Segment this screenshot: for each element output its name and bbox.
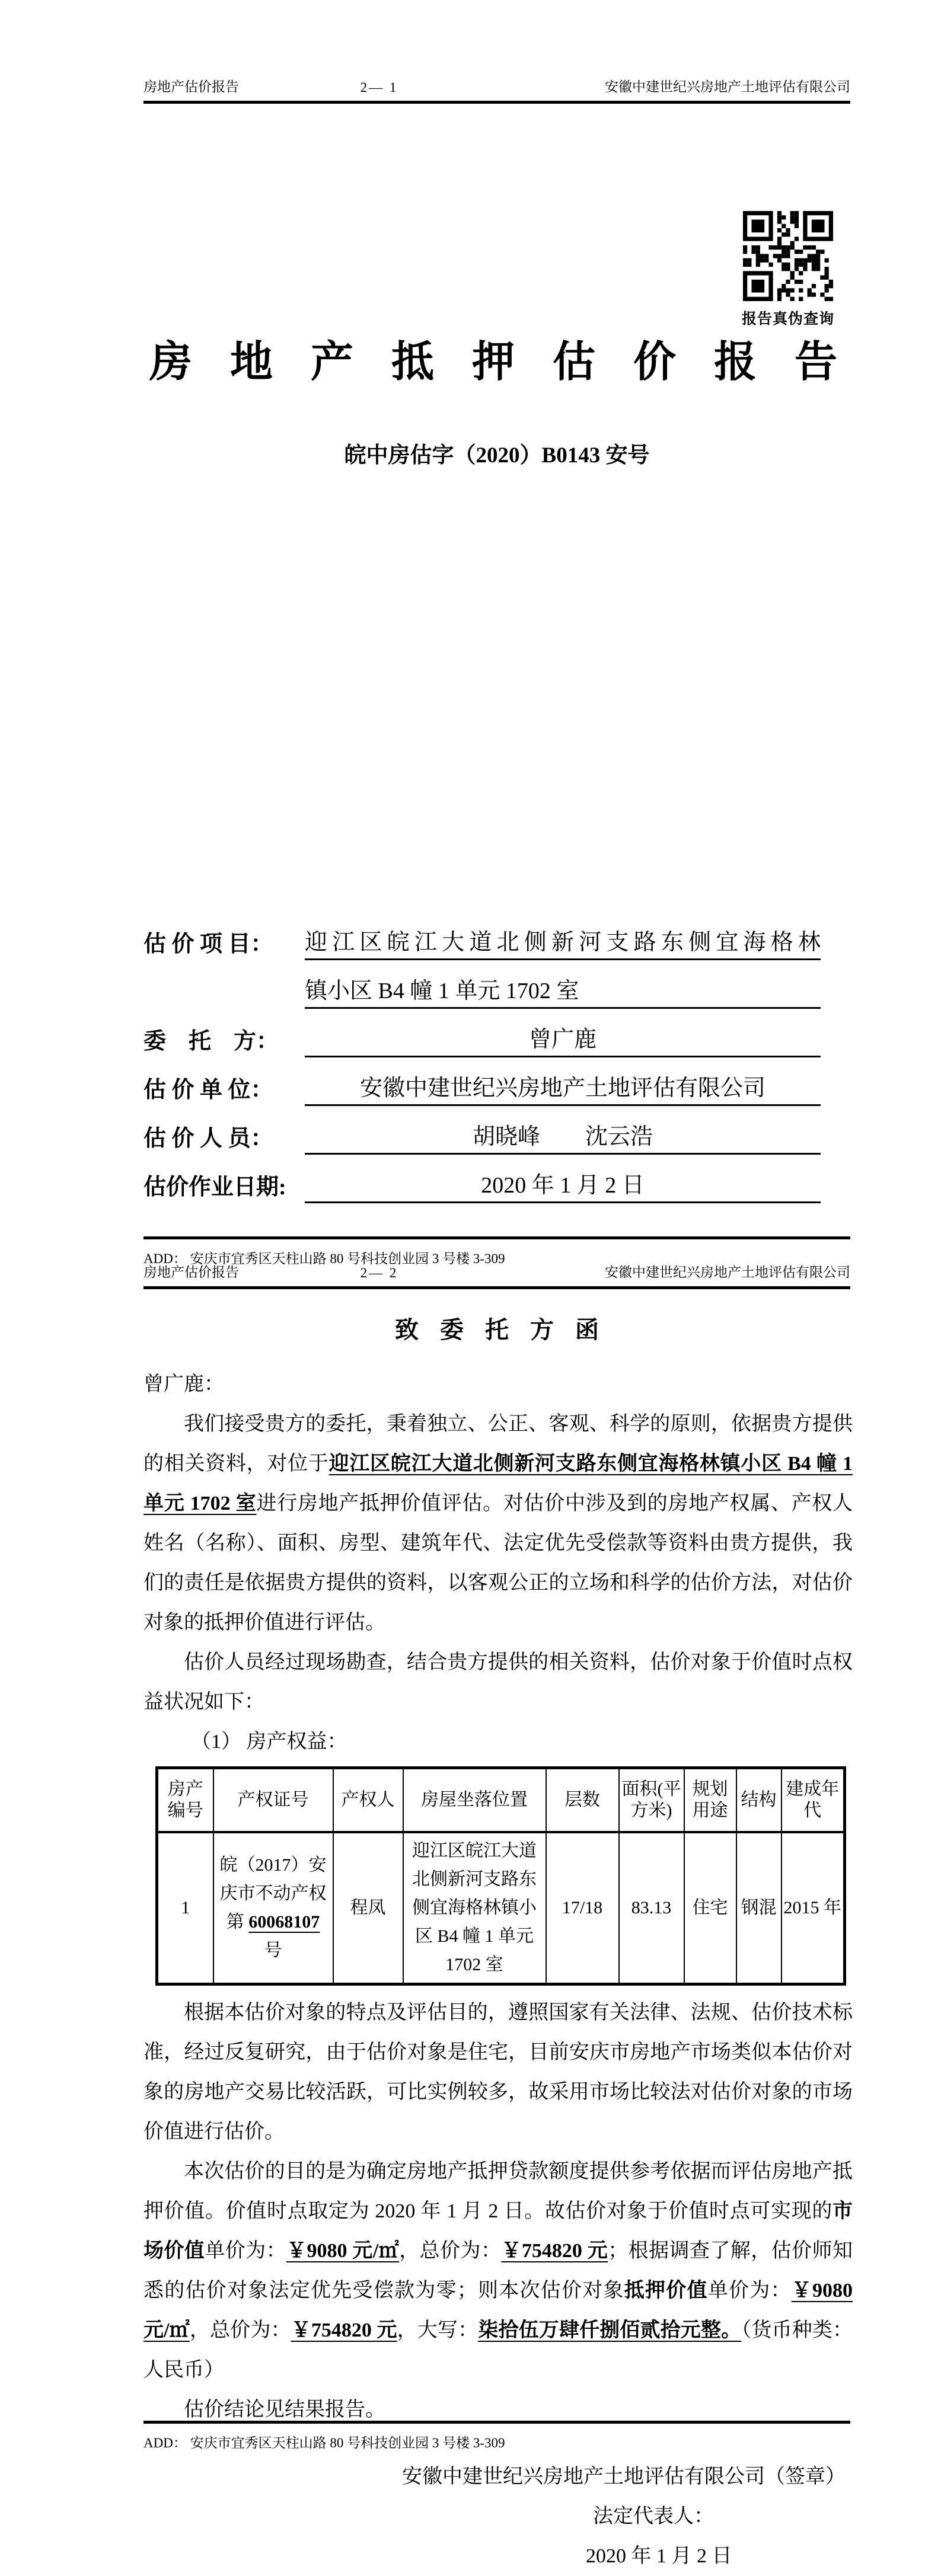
signature-block — [143, 2457, 853, 2576]
cell-location: 迎江区皖江大道北侧新河支路东侧宜海格林镇小区 B4 幢 1 单元 1702 室 — [403, 1832, 546, 1984]
field-project-row2 — [143, 960, 821, 1009]
header-page-number: 2— 1 — [360, 80, 398, 95]
cell-cert-no: 皖（2017）安庆市不动产权第 60068107 号 — [213, 1832, 333, 1984]
col-header-area: 面积(平方米) — [619, 1768, 684, 1832]
paragraph-commission: 我们接受贵方的委托，秉着独立、公正、客观、科学的原则，依据贵方提供的相关资料，对位于迎江区皖江大道北侧新河支路东侧宜海格林镇小区 B4 幢 1 单元 1702 室进行房地产抵押价值评估。对估价中涉及到的房地产权属、产权人姓名（名称）、面积、房型、建筑年代、法定优先受偿款等资料由贵方提供，我们的责任是依据贵方提供的资料，以客观公正的立场和科学的估价方法，对估价对象的抵押价值进行评估。 — [143, 1413, 853, 1634]
field-date-row — [143, 1155, 821, 1203]
cell-year-built: 2015 年 — [781, 1832, 845, 1984]
field-agency-label: 估 价 单 位： — [143, 1078, 273, 1102]
field-valuers-label: 估 价 人 员： — [143, 1126, 273, 1151]
paragraph-survey: 估价人员经过现场勘查，结合贵方提供的相关资料，估价对象于价值时点权益状况如下： — [143, 1651, 853, 1713]
col-header-year-built: 建成年代 — [781, 1768, 845, 1832]
col-header-location: 房屋坐落位置 — [403, 1768, 546, 1832]
field-project-value-line2: 镇小区 B4 幢 1 单元 1702 室 — [305, 972, 821, 1009]
paragraph-conclusion: 估价结论见结果报告。 — [184, 2398, 385, 2421]
cell-owner: 程凤 — [333, 1832, 403, 1984]
field-valuers-value: 胡晓峰 沈云浩 — [305, 1118, 821, 1155]
page1-footer-address: ADD： 安庆市宜秀区天柱山路 80 号科技创业园 3 号楼 3-309 — [143, 1251, 505, 1266]
header-company-name: 安徽中建世纪兴房地产土地评估有限公司 — [605, 1265, 850, 1280]
field-valuers-row — [143, 1106, 821, 1155]
letter-body — [143, 1364, 853, 2576]
signature-date: 2020 年 1 月 2 日 — [586, 2545, 732, 2567]
col-header-owner: 产权人 — [333, 1768, 403, 1832]
field-project-value-line1: 迎江区皖江大道北侧新河支路东侧宜海格林 — [305, 923, 821, 960]
table-header-row — [157, 1768, 845, 1832]
cover-fields — [143, 912, 821, 1203]
field-client-label: 委 托 方： — [143, 1029, 279, 1054]
qr-verification-block — [741, 211, 835, 328]
property-rights-table — [155, 1766, 846, 1986]
col-header-property-no: 房产编号 — [157, 1768, 213, 1832]
page1-running-header — [143, 76, 850, 104]
salutation: 曾广鹿： — [143, 1373, 224, 1395]
report-number: 皖中房估字（2020）B0143 安号 — [344, 443, 650, 468]
cell-floors: 17/18 — [546, 1832, 619, 1984]
field-agency-row — [143, 1057, 821, 1106]
paragraph-valuation-result: 本次估价的目的是为确定房地产抵押贷款额度提供参考依据而评估房地产抵押价值。价值时点取定为 2020 年 1 月 2 日。故估价对象于价值时点可实现的市场价值单价为：￥9080 元/㎡，总价为：￥754820 元；根据调查了解，估价师知悉的估价对象法定优先受偿款为零；则本次估价对象抵押价值单价为：￥9080 元/㎡，总价为：￥754820 元，大写：柒拾伍万肆仟捌佰贰拾元整。（货币种类：人民币） — [143, 2160, 853, 2381]
col-header-planned-use: 规划用途 — [684, 1768, 736, 1832]
field-project-label-spacer — [143, 1006, 305, 1009]
header-doc-type: 房地产估价报告 — [143, 79, 239, 94]
field-date-value: 2020 年 1 月 2 日 — [305, 1166, 821, 1203]
cell-area: 83.13 — [619, 1832, 684, 1984]
page2-footer-address: ADD： 安庆市宜秀区天柱山路 80 号科技创业园 3 号楼 3-309 — [143, 2436, 505, 2450]
letter-title: 致 委 托 方 函 — [395, 1316, 599, 1343]
list-item-property-rights: （1） 房产权益： — [191, 1731, 347, 1753]
field-project-row1 — [143, 912, 821, 960]
table-row — [157, 1832, 845, 1984]
qr-caption: 报告真伪查询 — [741, 311, 834, 327]
page2-footer — [143, 2421, 850, 2452]
col-header-floors: 层数 — [546, 1768, 619, 1832]
cell-structure: 钢混 — [736, 1832, 781, 1984]
paragraph-method: 根据本估价对象的特点及评估目的，遵照国家有关法律、法规、估价技术标准，经过反复研究，由于估价对象是住宅，目前安庆市房地产市场类似本估价对象的房地产交易比较活跃，可比实例较多，故采用市场比较法对估价对象的市场价值进行估价。 — [143, 2001, 853, 2143]
cell-property-no: 1 — [157, 1832, 213, 1984]
qr-code — [741, 211, 835, 304]
field-client-row — [143, 1009, 821, 1057]
signature-legal-representative: 法定代表人： — [593, 2505, 714, 2527]
field-date-label: 估价作业日期: — [143, 1175, 286, 1200]
signature-company: 安徽中建世纪兴房地产土地评估有限公司（签章） — [402, 2465, 846, 2488]
cell-planned-use: 住宅 — [684, 1832, 736, 1984]
col-header-cert-no: 产权证号 — [213, 1768, 333, 1832]
header-page-number: 2— 2 — [360, 1265, 398, 1280]
col-header-structure: 结构 — [736, 1768, 781, 1832]
report-title: 房 地 产 抵 押 估 价 报 告 — [149, 338, 844, 386]
header-company-name: 安徽中建世纪兴房地产土地评估有限公司 — [605, 79, 850, 94]
header-doc-type: 房地产估价报告 — [143, 1265, 239, 1280]
page2-running-header — [143, 1261, 850, 1289]
field-agency-value: 安徽中建世纪兴房地产土地评估有限公司 — [305, 1069, 821, 1106]
field-project-label: 估 价 项 目： — [143, 932, 273, 957]
field-client-value: 曾广鹿 — [305, 1021, 821, 1057]
